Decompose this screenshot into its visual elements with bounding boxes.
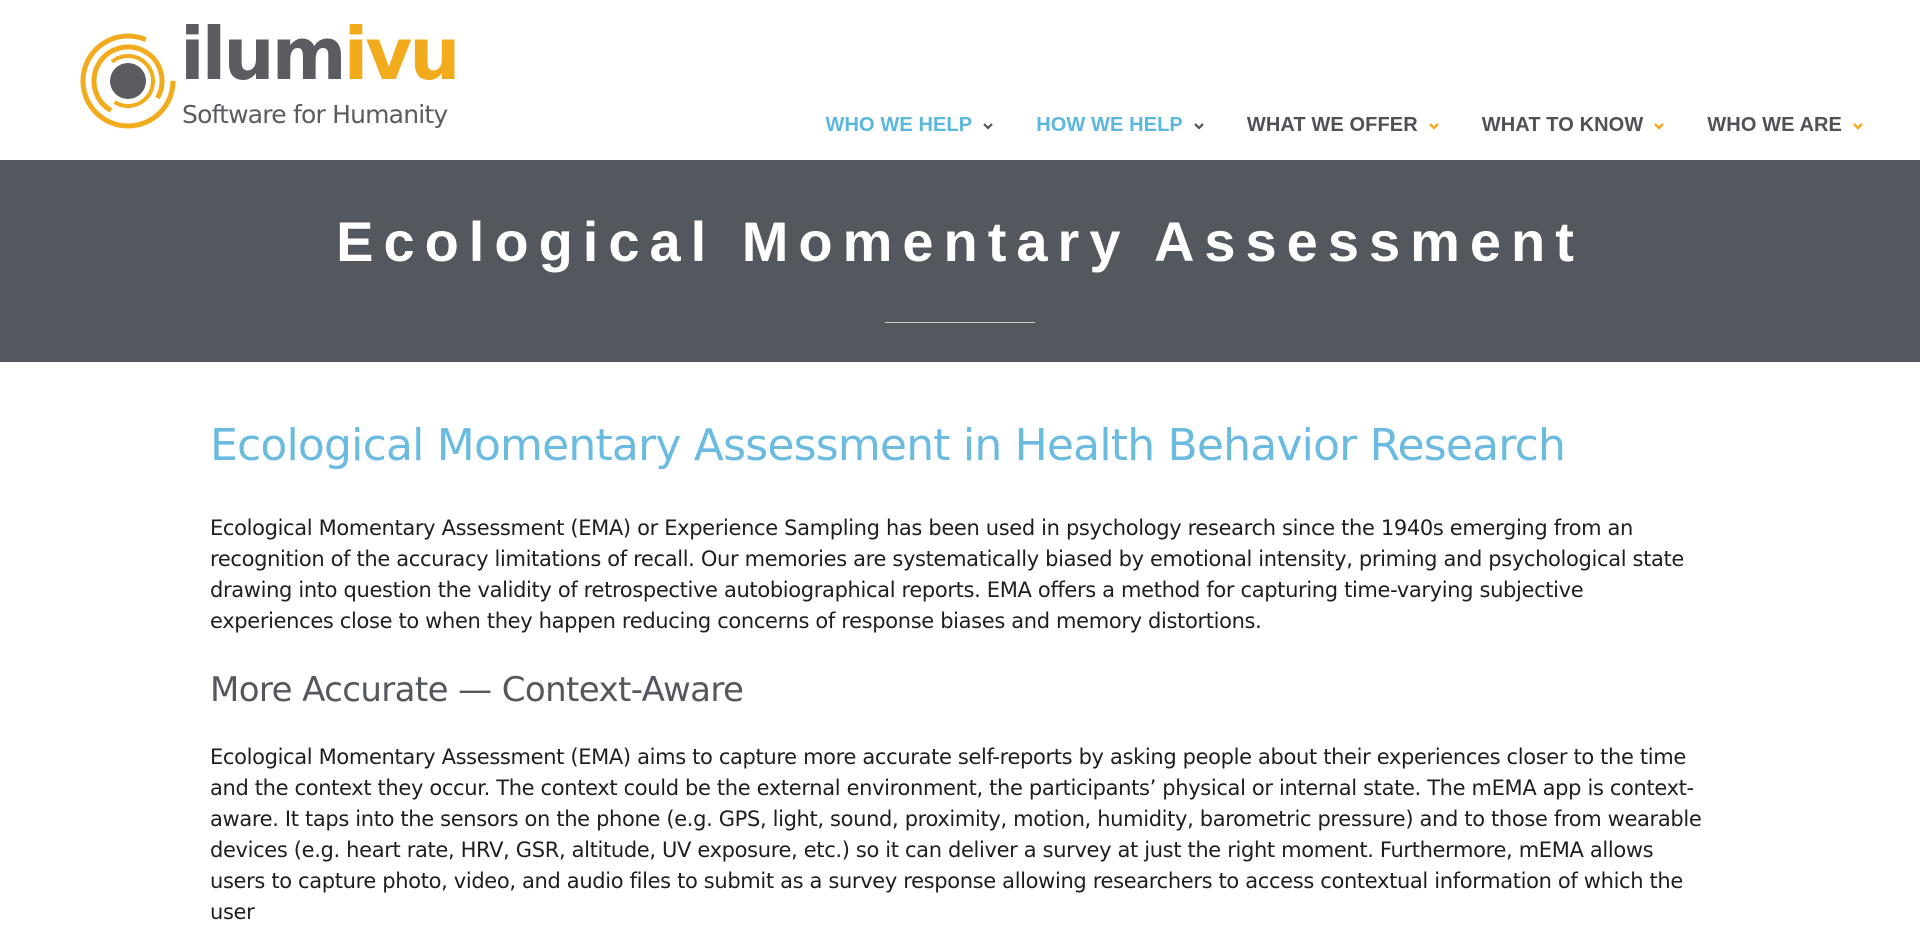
nav-item-what-to-know[interactable] [1482, 114, 1666, 137]
logo-swirl-icon [80, 26, 180, 130]
nav-item-label: HOW WE HELP [1036, 114, 1183, 136]
nav-item-label: WHO WE HELP [825, 114, 973, 136]
logo-tagline: Software for Humanity [182, 100, 448, 129]
nav-item-who-we-help[interactable] [826, 114, 995, 137]
ilumivu-logo[interactable] [80, 12, 458, 136]
article-heading: Ecological Momentary Assessment in Health Behavior Research [210, 420, 1566, 471]
chevron-down-icon [1852, 120, 1864, 132]
article-paragraph: Ecological Momentary Assessment (EMA) or Experience Sampling has been used in psychology research since the 1940s emerging from an recognition of the accuracy limitations of recall. Our memories are systematically biased by emotional intensity, priming and psychological state drawing into question the validity of retrospective autobiographical reports. EMA offers a method for capturing time-varying subjective experiences close to when they happen reducing concerns of response biases and memory distortions. [210, 515, 1684, 633]
nav-item-label: WHAT WE OFFER [1246, 114, 1418, 136]
article-content [210, 420, 1710, 928]
hero-divider [885, 322, 1035, 323]
article-subheading: More Accurate — Context-Aware [210, 669, 744, 710]
hero-banner [0, 160, 1920, 362]
page-title: Ecological Momentary Assessment [336, 210, 1584, 273]
site-header [0, 0, 1920, 160]
nav-item-label: WHAT TO KNOW [1481, 114, 1644, 136]
chevron-down-icon [1653, 120, 1665, 132]
nav-item-label: WHO WE ARE [1707, 114, 1842, 136]
main-nav [784, 114, 1864, 137]
chevron-down-icon [982, 120, 994, 132]
chevron-down-icon [1193, 120, 1205, 132]
nav-item-who-we-are[interactable] [1707, 114, 1864, 137]
chevron-down-icon [1428, 120, 1440, 132]
article-paragraph: Ecological Momentary Assessment (EMA) aims to capture more accurate self-reports by asking people about their experiences closer to the time and the context they occur. The context could be the external environment, the participants’ physical or internal state. The mEMA app is context-aware. It taps into the sensors on the phone (e.g. GPS, light, sound, proximity, motion, humidity, barometric pressure) and to those from wearable devices (e.g. heart rate, HRV, GSR, altitude, UV exposure, etc.) so it can deliver a survey at just the right moment. Furthermore, mEMA allows users to capture photo, video, and audio files to submit as a survey response allowing researchers to access contextual information of which the user [210, 744, 1702, 924]
nav-item-what-we-offer[interactable] [1247, 114, 1440, 137]
nav-item-how-we-help[interactable] [1036, 114, 1205, 137]
logo-wordmark: ilumivu [180, 12, 458, 96]
